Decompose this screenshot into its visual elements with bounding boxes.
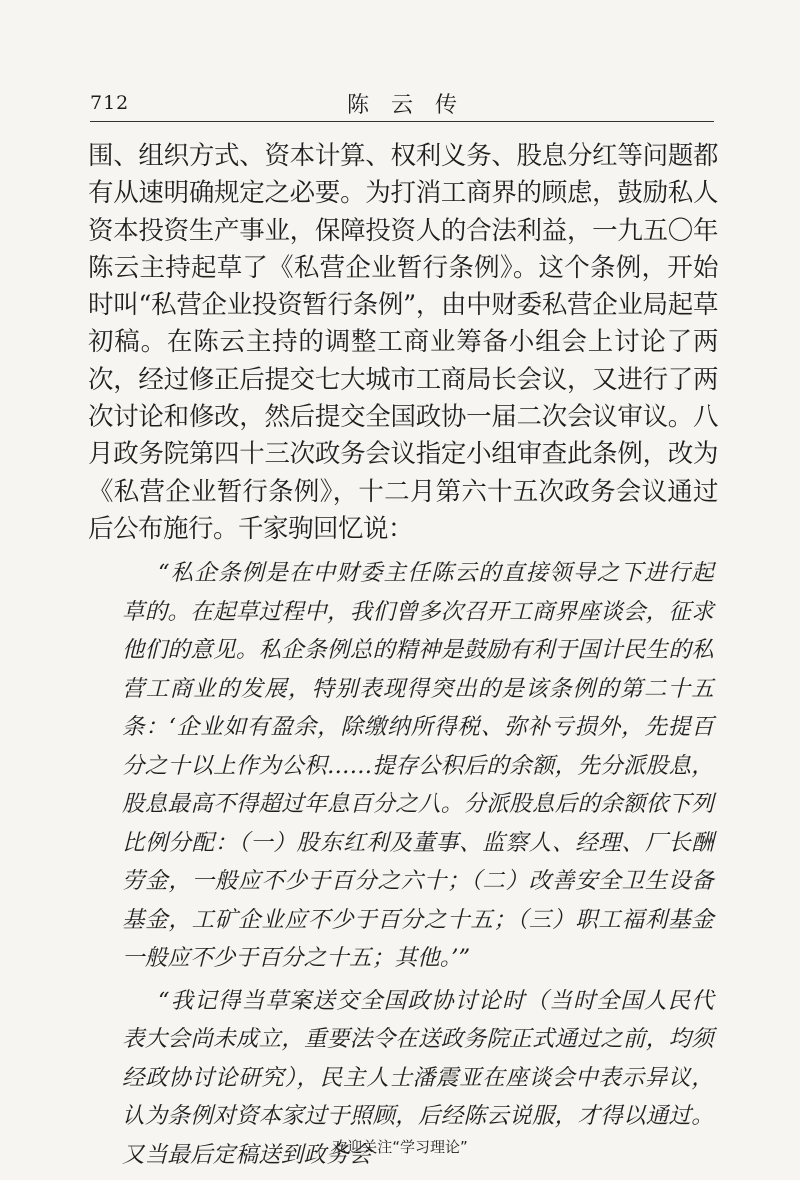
body-text (88, 138, 718, 1174)
main-paragraph: 围、组织方式、资本计算、权利义务、股息分红等问题都有从速明确规定之必要。为打消工商界的顾虑，鼓励私人资本投资生产事业，保障投资人的合法利益，一九五〇年陈云主持起草了《私营企业暂行条例》。这个条例，开始时叫“私营企业投资暂行条例”，由中财委私营企业局起草初稿。在陈云主持的调整工商业筹备小组会上讨论了两次，经过修正后提交七大城市工商局长会议，又进行了两次讨论和修改，然后提交全国政协一届二次会议审议。八月政务院第四十三次政务会议指定小组审查此条例，改为《私营企业暂行条例》，十二月第六十五次政务会议通过后公布施行。千家驹回忆说： (88, 141, 718, 544)
book-title: 陈云传 (346, 93, 479, 118)
header-rule (90, 121, 714, 122)
page-header (90, 88, 714, 118)
quote-block (122, 554, 714, 1174)
quote-paragraph-1: “私企条例是在中财委主任陈云的直接领导之下进行起草的。在起草过程中，我们曾多次召开工商界座谈会，征求他们的意见。私企条例总的精神是鼓励有利于国计民生的私营工商业的发展，特别表现得突出的是该条例的第二十五条：‘企业如有盈余，除缴纳所得税、弥补亏损外，先提百分之十以上作为公积……提存公积后的余额，先分派股息，股息最高不得超过年息百分之八。分派股息后的余额依下列比例分配：（一）股东红利及董事、监察人、经理、厂长酬劳金，一般应不少于百分之六十；（二）改善安全卫生设备基金，工矿企业应不少于百分之十五；（三）职工福利基金一般应不少于百分之十五；其他。’” (122, 560, 714, 972)
page-number: 712 (90, 92, 130, 114)
quote-paragraph-2: “我记得当草案送交全国政协讨论时（当时全国人民代表大会尚未成立，重要法令在送政务院正式通过之前，均须经政协讨论研究），民主人士潘震亚在座谈会中表示异议，认为条例对资本家过于照顾，后经陈云说服，才得以通过。又当最后定稿送到政务会 (122, 987, 714, 1168)
footer-caption: 欢迎关注“学习理论” (332, 1138, 468, 1156)
